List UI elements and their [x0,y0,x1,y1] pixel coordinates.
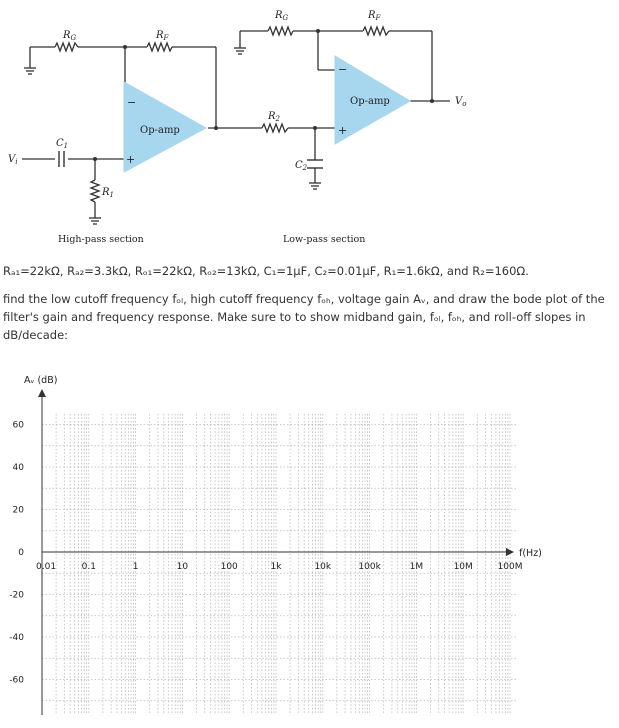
y-tick-label: 40 [12,463,24,473]
y-axis-label: Aᵥ (dB) [24,375,58,386]
problem-question: find the low cutoff frequency fₒₗ, high cutoff frequency fₒₕ, voltage gain Aᵥ, and draw the bode plot of the filter's gain and frequency response. Make sure to to show midband gain, fₒₗ, fₒₕ, and roll-off slopes in dB/decade: [3,292,605,342]
y-tick-label: 60 [12,420,24,431]
x-axis-label: f(Hz) [519,548,542,559]
circuit-wires [22,31,450,218]
x-tick-label: 1k [270,562,282,572]
label-rg-right: $R_G$ [275,10,289,22]
opamp-1-plus: + [126,153,136,166]
ground-icon [309,183,321,189]
opamp-1-label: Op-amp [140,125,180,136]
ground-icon [24,68,36,74]
x-tick-label: 10k [314,562,332,572]
x-tick-label: 0.1 [81,562,96,572]
resistor-r2 [262,124,288,132]
capacitor-c1 [59,151,64,167]
label-rf-left: $R_F$ [156,30,169,42]
x-tick-label: 100 [220,562,238,572]
x-tick-label: 1 [132,562,139,572]
y-tick-label: 0 [18,548,24,558]
label-vi: $V_i$ [8,154,18,166]
resistor-r1 [91,180,99,202]
resistor-rf-left [147,43,172,51]
opamp-2-plus: + [338,124,348,137]
ground-icon [234,48,246,54]
label-c2: $C_2$ [295,160,308,172]
resistor-rg-right [268,27,293,35]
label-vo: $V_o$ [455,96,467,108]
label-r1: $R_1$ [102,187,114,199]
opamp-2-label: Op-amp [350,96,390,107]
problem-statement [3,262,611,344]
x-tick-label: 10 [176,562,189,572]
y-tick-label: -60 [9,675,24,686]
label-highpass-section: High-pass section [58,234,144,245]
bode-plot-grid [0,370,619,720]
label-r2: $R_2$ [268,111,280,123]
label-lowpass-section: Low-pass section [283,234,366,245]
resistor-rg-left [55,43,78,51]
x-tick-label: 1M [409,562,424,572]
component-values: Rₐ₁=22kΩ, Rₐ₂=3.3kΩ, Rₒ₁=22kΩ, Rₒ₂=13kΩ, C₁=1μF, C₂=0.01μF, R₁=1.6kΩ, and R₂=160Ω. [3,264,529,278]
y-tick-label: -20 [9,590,24,601]
y-tick-label: -40 [9,633,24,643]
opamp-1-minus: − [127,96,137,109]
x-tick-label: 10M [453,562,473,572]
label-rf-right: $R_F$ [368,10,381,22]
x-tick-label: 100k [358,562,381,572]
label-rg-left: $R_G$ [63,30,77,42]
resistor-rf-right [363,27,389,35]
opamp-2-minus: − [338,63,348,76]
ground-icon [89,218,101,224]
y-axis-arrow-icon [38,389,46,397]
label-c1: $C_1$ [56,138,69,150]
x-tick-label: 0.01 [36,562,57,572]
y-tick-label: 20 [12,505,24,516]
x-tick-label: 100M [497,562,523,572]
filter-circuit-diagram [0,0,619,250]
capacitor-c2 [307,160,323,168]
